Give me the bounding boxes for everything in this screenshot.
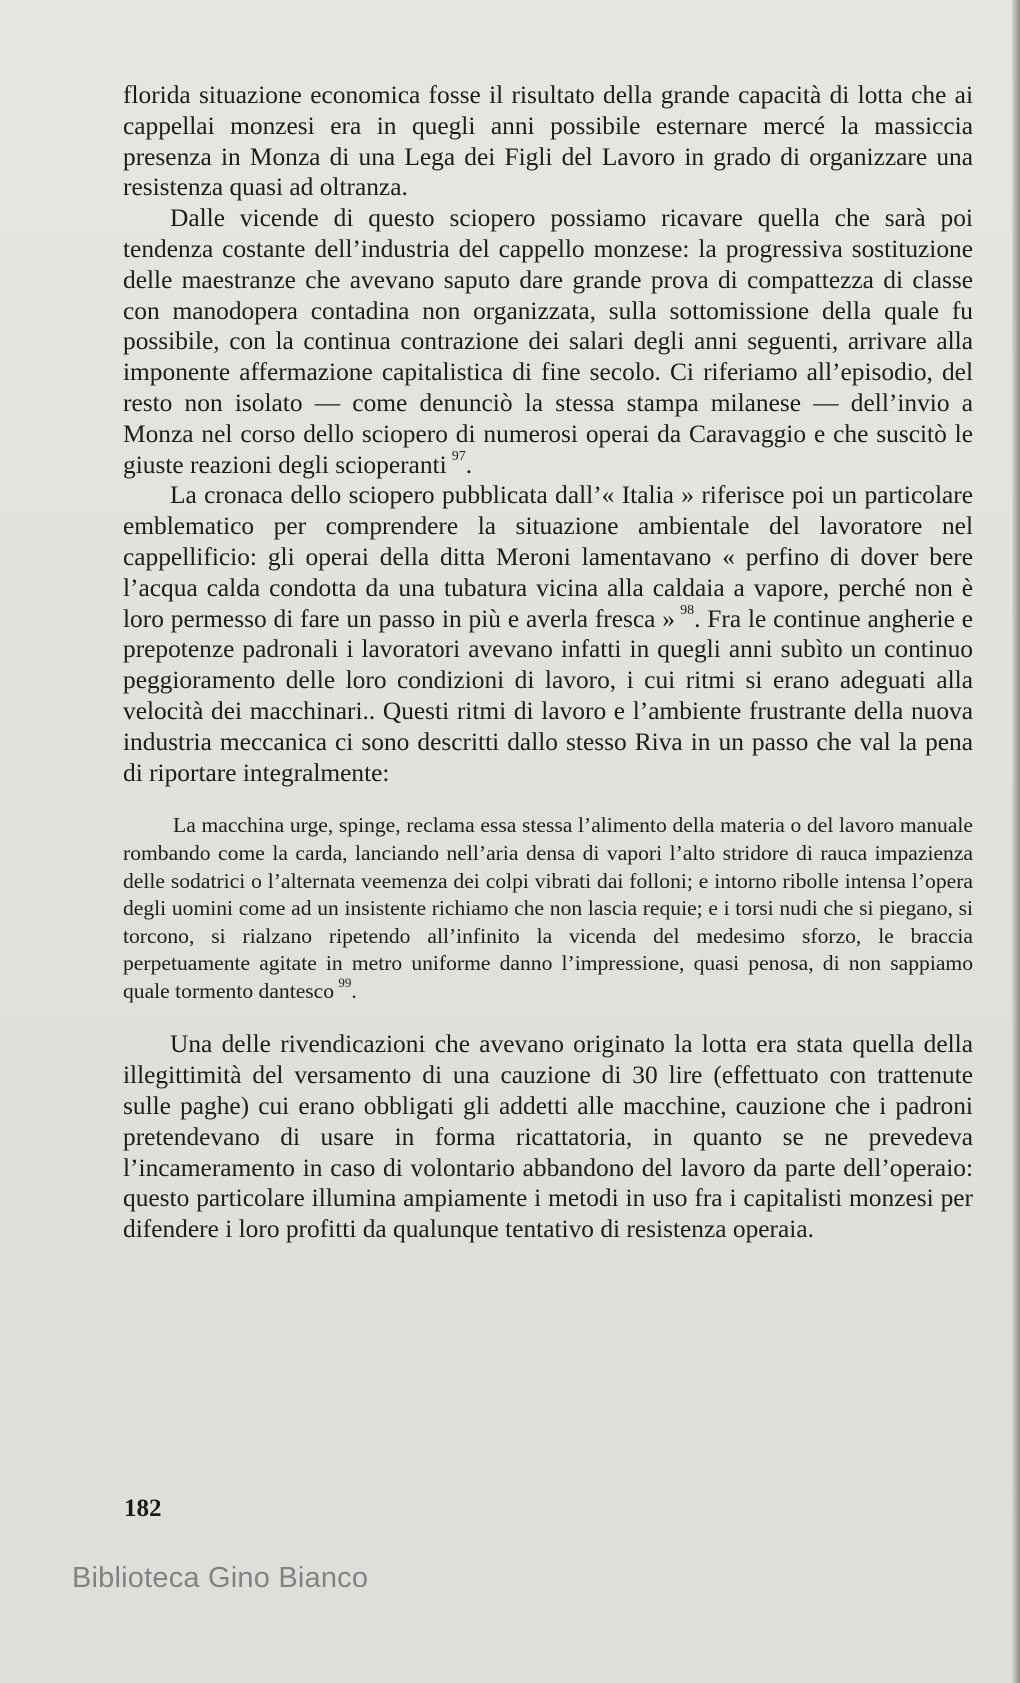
paragraph-text: Una delle rivendicazioni che avevano originato la lotta era stata quella della illegittimità del versamento di una cauzione di 30 lire (effettuato con trattenute sulle paghe) cui erano obbligati gli addetti alle macchine, cauzione che i padroni pretendevano di usare in forma ricattatoria, in quanto se ne prevedeva l’incameramento in caso di volontario abbandono del lavoro da parte dell’operaio: questo particolare illumina ampiamente i metodi in uso fra i capitalisti monzesi per difendere i loro profitti da qualunque tentativo di resistenza operaia. [123, 1030, 973, 1244]
paragraph-chronicle [123, 480, 973, 788]
quote-text: La macchina urge, spinge, reclama essa stessa l’alimento della materia o del lavoro manuale rombando come la carda, lanciando nell’aria densa di vapori l’alto stridore di rauca impazienza delle sodatrici o l’alternata veemenza dei colpi vibrati dai folloni; e intorno ribolle intensa l’opera degli uomini come ad un insistente richiamo che non lascia requie; e i torsi nudi che si piegano, si torcono, si rialzano ripetendo all’infinito la vicenda del medesimo sforzo, le braccia perpetuamente agitate in metro uniforme danno l’impressione, quasi penosa, di non sappiamo quale tormento dantesco [123, 813, 973, 1003]
page-number: 182 [124, 1495, 162, 1522]
paragraph-continuation [123, 80, 973, 203]
paragraph-strike-outcome [123, 203, 973, 480]
footnote-ref-99[interactable]: 99 [338, 974, 352, 990]
paragraph-tail: . Fra le continue angherie e prepotenze padronali i lavoratori avevano infatti in quegli anni subìto un continuo peggioramento delle loro condizioni di lavoro, i cui ritmi si erano adeguati alla velocità dei macchinari.. Questi ritmi di lavoro e l’ambiente frustrante della nuova industria meccanica ci sono descritti dallo stesso Riva in un passo che val la pena di riportare integralmente: [123, 604, 973, 787]
paragraph-text: La cronaca dello sciopero pubblicata dall’« Italia » riferisce poi un particolare emblematico per comprendere la situazione ambientale del lavoratore nel cappellificio: gli operai della ditta Meroni lamentavano « perfino di dover bere l’acqua calda condotta da una tubatura vicina alla caldaia a vapore, perché non è loro permesso di fare un passo in più e averla fresca » [123, 481, 973, 633]
page-edge-shadow [1012, 0, 1020, 1683]
quote-tail: . [351, 978, 357, 1003]
footnote-ref-98[interactable]: 98 [680, 603, 695, 619]
paragraph-tail: . [465, 450, 473, 479]
block-quote [123, 812, 973, 1005]
footnote-ref-97[interactable]: 97 [451, 449, 466, 465]
paragraph-text: florida situazione economica fosse il risultato della grande capacità di lotta che ai cappellai monzesi era in quegli anni possibile esternare mercé la massiccia presenza in Monza di una Lega dei Figli del Lavoro in grado di organizzare una resistenza quasi ad oltranza. [123, 81, 973, 202]
library-watermark: Biblioteca Gino Bianco [72, 1562, 369, 1594]
paragraph-closing [123, 1029, 973, 1245]
paragraph-text: Dalle vicende di questo sciopero possiamo ricavare quella che sarà poi tendenza costante dell’industria del cappello monzese: la progressiva sostituzione delle maestranze che avevano saputo dare grande prova di compattezza di classe con manodopera contadina non organizzata, sulla sottomissione della quale fu possibile, con la continua contrazione dei salari degli anni seguenti, arrivare alla imponente affermazione capitalistica di fine secolo. Ci riferiamo all’episodio, del resto non isolato — come denunciò la stessa stampa milanese — dell’invio a Monza nel corso dello sciopero di numerosi operai da Caravaggio e che suscitò le giuste reazioni degli scioperanti [123, 204, 973, 479]
main-text-block [123, 80, 973, 1245]
